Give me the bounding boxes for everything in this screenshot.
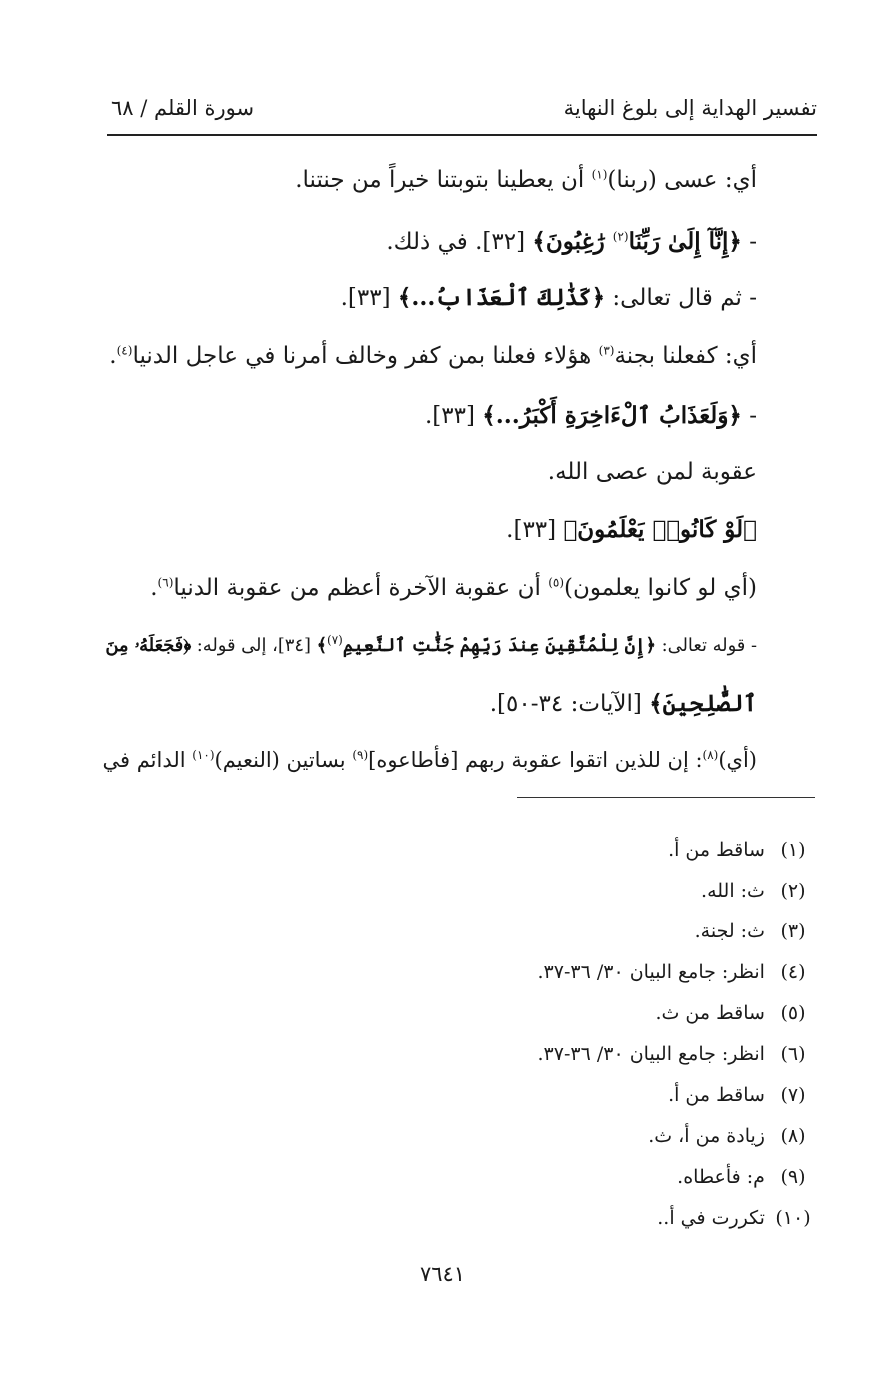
quran-verse: ﴿فَجَعَلَهُۥ مِنَ [105,635,192,656]
page-number: ٧٦٤١ [419,1262,466,1286]
footnote-ref: (١٠) [192,748,215,762]
footnote-ref: (٦) [157,575,174,590]
footnote-ref: (٢) [612,229,629,244]
text-line [295,160,757,200]
footnote-number: (١) [780,839,806,861]
footnote-ref: (٣) [598,343,615,358]
text-segment: (أي) [718,748,757,772]
text-segment: : إن للذين اتقوا عقوبة ربهم [فأطاعوه] [368,748,703,772]
footnote-number: (٧) [780,1084,806,1106]
text-line [107,626,757,666]
book-title: تفسير الهداية إلى بلوغ النهاية [563,96,817,120]
footnote-item [668,835,815,865]
footnote-ref: (٨) [702,748,719,762]
quran-verse: ﴿لَوْ كَانُوا۟ يَعْلَمُونَ﴾ [563,516,757,543]
footnote-item [677,1162,815,1192]
text-segment: . [150,575,158,601]
footnote-item [538,957,816,987]
footnote-number: (٥) [780,1002,806,1024]
footnote-number: (٢) [780,880,806,902]
text-segment: أي: عسى (ربنا) [607,167,757,193]
text-segment: أن يعطينا بتوبتنا خيراً من جنتنا. [295,167,592,193]
quran-verse: ﴿إِنَّ لِلْمُتَّقِينَ عِندَ رَبِّهِمْ جَنَّٰتِ ٱلنَّعِيمِ [342,635,656,656]
text-segment: هؤلاء فعلنا بمن كفر وخالف أمرنا في عاجل الدنيا [132,343,599,369]
text-line [425,396,757,436]
footnote-ref: (٥) [548,575,565,590]
footnote-item [668,1080,815,1110]
footnote-text: ث: لجنة. [694,920,765,942]
quran-verse: ﴿وَلَعَذَابُ ٱلْءَاخِرَةِ أَكْبَرُ...﴾ [482,402,742,429]
footnote-number: (٦) [780,1043,806,1065]
text-line [150,568,757,608]
text-segment: [٣٢]. في ذلك. [386,229,533,255]
text-segment: - ثم قال تعالى: [605,285,757,311]
footnote-text: م: فأعطاه. [677,1166,765,1188]
text-line [386,222,757,262]
footnote-item [648,1121,815,1151]
text-segment: - [741,229,757,255]
footnote-item [538,1039,816,1069]
quran-verse: ﴿إِنَّآ إِلَىٰ رَبِّنَا [628,228,742,255]
text-line: عقوبة لمن عصى الله. [547,459,757,485]
footnote-number: (٨) [780,1125,806,1147]
text-line [109,336,757,376]
footnote-number: (٣) [780,920,806,942]
text-segment: أن عقوبة الآخرة أعظم من عقوبة الدنيا [173,575,549,601]
footnote-text: ساقط من أ. [668,1084,765,1106]
footnote-text: ث: الله. [701,880,765,902]
footnote-item [655,998,815,1028]
text-segment: [٣٣]. [424,403,483,429]
text-segment: [الآيات: ٣٤-٥٠]. [489,691,650,717]
text-segment: بساتين (النعيم) [214,748,353,772]
footnote-item [701,876,815,906]
text-segment: الدائم في [102,748,193,772]
footnote-number: (٩) [780,1166,806,1188]
text-line [506,510,757,550]
footnote-text: ساقط من ث. [655,1002,765,1024]
footnote-divider [517,797,815,798]
text-segment: [٣٣]. [506,517,564,543]
text-segment: - قوله تعالى: [655,635,757,656]
footnote-number: (١٠) [775,1207,811,1229]
footnote-text: انظر: جامع البيان ٣٠/ ٣٦-٣٧. [537,961,765,983]
footnote-item [657,1203,815,1233]
surah-page-label: سورة القلم / ٦٨ [111,96,255,120]
footnote-ref: (٩) [352,748,369,762]
text-segment: أي: كفعلنا بجنة [614,343,757,369]
text-line [103,740,758,780]
quran-verse: ﴾ [316,635,328,656]
footnote-text: انظر: جامع البيان ٣٠/ ٣٦-٣٧. [537,1043,765,1065]
text-segment: - [741,403,757,429]
quran-verse: ﴿كَذَٰلِكَ ٱلْعَذَابُ...﴾ [397,284,606,311]
quran-verse: رَٰغِبُونَ﴾ [532,228,613,255]
text-segment: [٣٤]، إلى قوله: [191,635,317,656]
footnote-item [695,916,815,946]
footnote-text: زيادة من أ، ث. [648,1125,765,1147]
footnote-ref: (٧) [327,633,343,648]
footnote-ref: (٤) [116,343,133,358]
footnote-ref: (١) [591,167,608,182]
text-segment: . [109,343,117,369]
footnote-text: ساقط من أ. [668,839,765,861]
text-line [341,278,757,318]
footnote-text: تكررت في أ.. [657,1207,765,1229]
text-segment: [٣٣]. [340,285,398,311]
quran-verse: ٱلصَّٰلِحِينَ﴾ [649,690,757,717]
footnote-number: (٤) [780,961,806,983]
running-header [107,88,817,136]
text-segment: (أي لو كانوا يعلمون) [564,575,757,601]
text-line [490,684,757,724]
